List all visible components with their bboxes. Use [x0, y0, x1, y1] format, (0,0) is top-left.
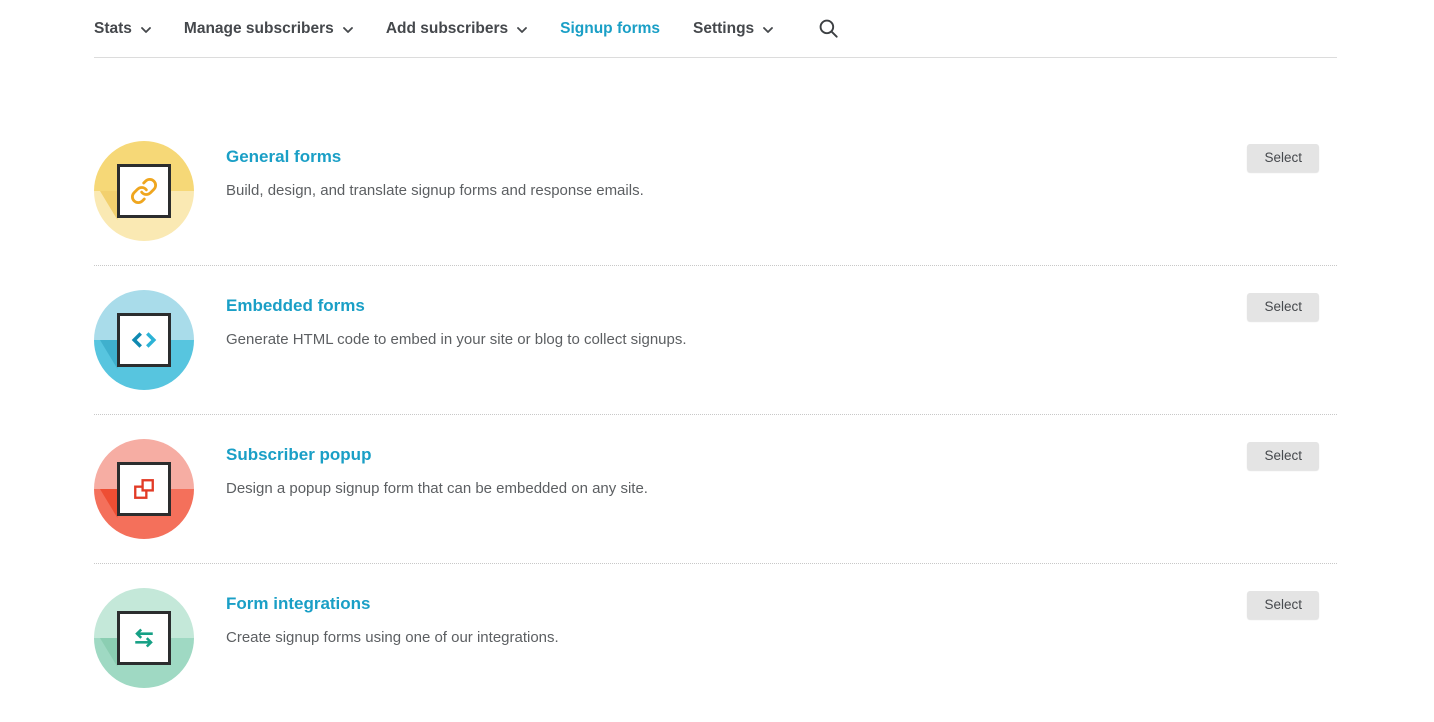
select-button[interactable]: Select: [1247, 144, 1319, 172]
nav-item-add-subscribers[interactable]: [386, 20, 527, 38]
chevron-down-icon: [763, 27, 773, 33]
row-form-integrations: [94, 564, 1337, 712]
chevron-down-icon: [141, 27, 151, 33]
option-title[interactable]: Subscriber popup: [226, 445, 372, 464]
option-description: Generate HTML code to embed in your site or blog to collect signups.: [226, 331, 687, 348]
general-forms-icon: [94, 141, 194, 241]
row-general-forms: [94, 117, 1337, 266]
option-title[interactable]: General forms: [226, 147, 342, 166]
nav-item-settings[interactable]: [693, 20, 773, 38]
select-button[interactable]: Select: [1247, 293, 1319, 321]
embedded-forms-icon: [94, 290, 194, 390]
row-text: [226, 588, 1247, 649]
nav-item-label: Add subscribers: [385, 19, 509, 37]
nav-item-label: Settings: [693, 19, 755, 37]
row-embedded-forms: [94, 266, 1337, 415]
search-icon[interactable]: [818, 18, 839, 39]
nav-item-label: Stats: [94, 19, 132, 37]
subscriber-popup-icon: [94, 439, 194, 539]
row-text: [226, 290, 1247, 351]
nav-item-stats[interactable]: [94, 20, 151, 38]
transfer-arrows-icon: [117, 611, 171, 665]
nav-item-manage-subscribers[interactable]: [184, 20, 353, 38]
select-button[interactable]: Select: [1247, 591, 1319, 619]
option-description: Create signup forms using one of our integrations.: [226, 629, 559, 646]
row-text: [226, 439, 1247, 500]
top-nav: [94, 0, 1337, 58]
option-description: Design a popup signup form that can be embedded on any site.: [226, 480, 648, 497]
chevron-down-icon: [517, 27, 527, 33]
nav-item-signup-forms[interactable]: [560, 20, 660, 38]
nav-item-label: Manage subscribers: [183, 19, 334, 37]
option-description: Build, design, and translate signup forms and response emails.: [226, 182, 644, 199]
popup-windows-icon: [117, 462, 171, 516]
select-button[interactable]: Select: [1247, 442, 1319, 470]
row-text: [226, 141, 1247, 202]
link-icon: [117, 164, 171, 218]
form-integrations-icon: [94, 588, 194, 688]
option-title[interactable]: Form integrations: [226, 594, 371, 613]
row-subscriber-popup: [94, 415, 1337, 564]
signup-options-list: [94, 58, 1337, 712]
code-icon: [117, 313, 171, 367]
option-title[interactable]: Embedded forms: [226, 296, 365, 315]
chevron-down-icon: [343, 27, 353, 33]
nav-item-label: Signup forms: [560, 19, 661, 37]
